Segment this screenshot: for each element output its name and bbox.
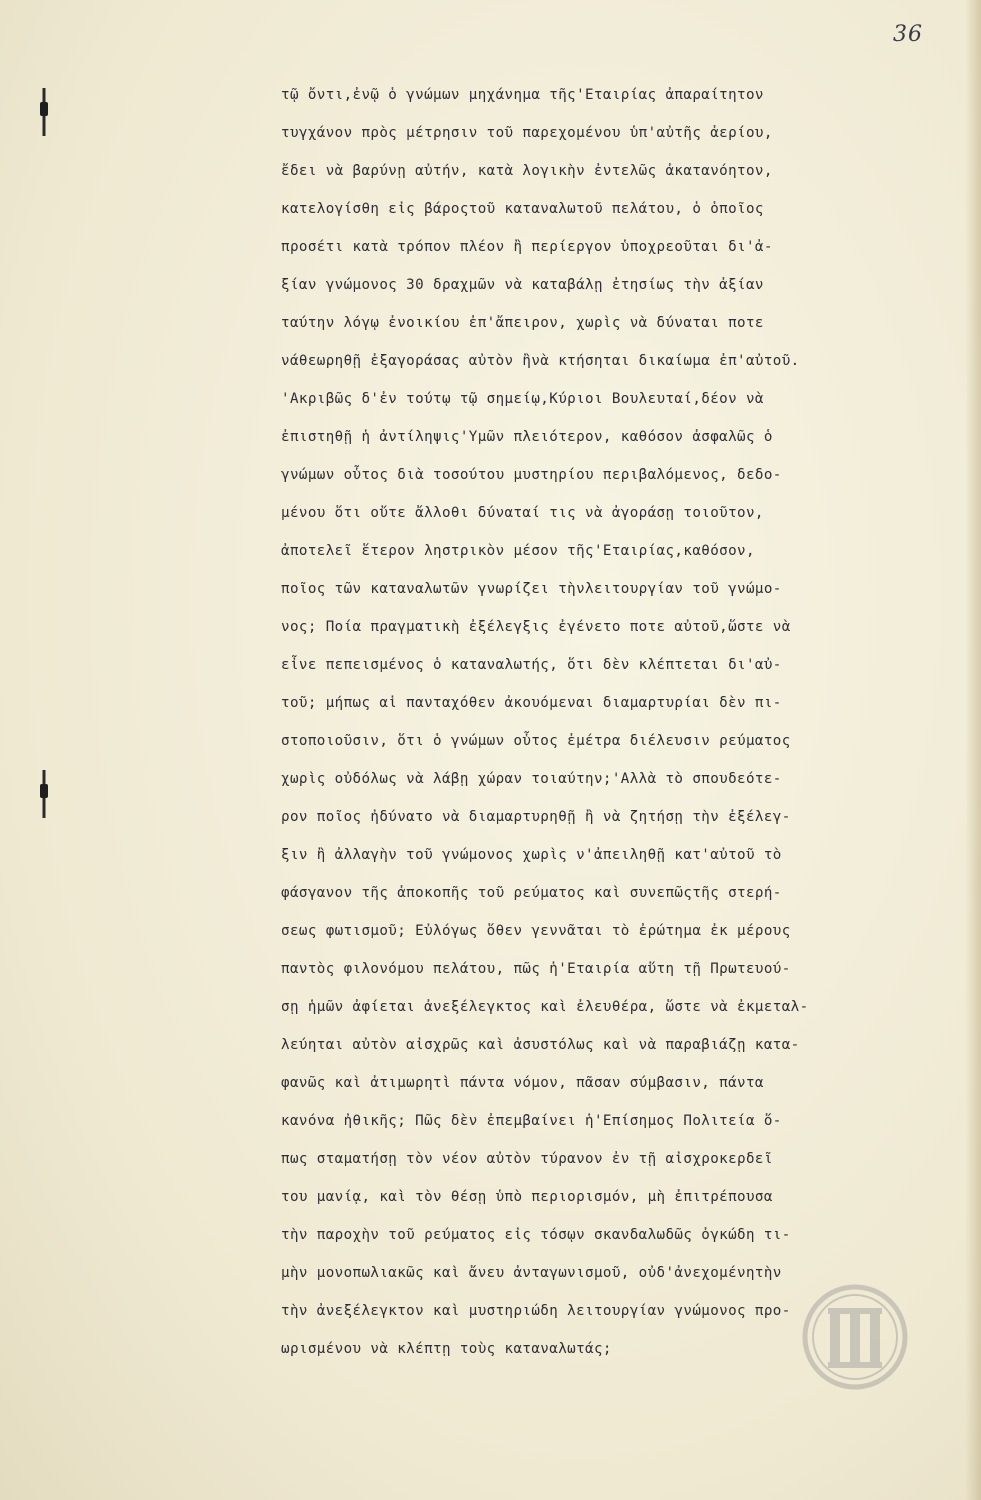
text-line: σεως φωτισμοῦ; Εὐλόγως ὅθεν γεννᾶται τὸ ἐρώτημα ἐκ μέρους bbox=[281, 923, 791, 939]
text-line: εἶνε πεπεισμένος ὁ καταναλωτής, ὅτι δὲν κλέπτεται δι'αὐ- bbox=[281, 657, 782, 673]
margin-hole-mark bbox=[40, 770, 48, 818]
text-line: ωρισμένου νὰ κλέπτῃ τοὺς καταναλωτάς; bbox=[281, 1341, 612, 1357]
text-line: ταύτην λόγῳ ἐνοικίου ἐπ'ἄπειρον, χωρὶς νὰ δύναται ποτε bbox=[281, 315, 764, 331]
text-line: τοῦ; μήπως αἱ πανταχόθεν ἀκουόμεναι διαμαρτυρίαι δὲν πι- bbox=[281, 695, 782, 711]
archive-stamp-logo bbox=[800, 1282, 910, 1392]
text-line: χωρὶς οὐδόλως νὰ λάβῃ χώραν τοιαύτην;'Αλλὰ τὸ σπουδεότε- bbox=[281, 771, 782, 787]
text-line: σῃ ἡμῶν ἀφίεται ἀνεξέλεγκτος καὶ ἐλευθέρα, ὥστε νὰ ἐκμεταλ- bbox=[281, 999, 809, 1015]
text-line: φάσγανον τῆς ἀποκοπῆς τοῦ ρεύματος καὶ συνεπῶςτῆς στερή- bbox=[281, 885, 782, 901]
text-line: τὴν παροχὴν τοῦ ρεύματος εἰς τόσῳν σκανδαλωδῶς ὀγκώδη τι- bbox=[281, 1227, 791, 1243]
text-line: πως σταματήσῃ τὸν νέον αὐτὸν τύρανον ἐν τῇ αἰσχροκερδεῖ bbox=[281, 1151, 773, 1167]
text-line: ποῖος τῶν καταναλωτῶν γνωρίζει τὴνλειτουργίαν τοῦ γνώμο- bbox=[281, 581, 782, 597]
text-line: ξιν ἢ ἀλλαγὴν τοῦ γνώμονος χωρὶς ν'ἀπειληθῇ κατ'αὐτοῦ τὸ bbox=[281, 847, 782, 863]
text-line: κατελογίσθη εἰς βάροςτοῦ καταναλωτοῦ πελάτου, ὁ ὁποῖος bbox=[281, 201, 764, 217]
text-line: λεύηται αὐτὸν αἰσχρῶς καὶ ἀσυστόλως καὶ νὰ παραβιάζῃ κατα- bbox=[281, 1037, 800, 1053]
text-line: μένου ὅτι οὔτε ἄλλοθι δύναταί τις νὰ ἀγοράσῃ τοιοῦτον, bbox=[281, 505, 764, 521]
text-line: κανόνα ἠθικῆς; Πῶς δὲν ἐπεμβαίνει ἡ'Επίσημος Πολιτεία ὅ- bbox=[281, 1113, 782, 1129]
text-line: ἐπιστηθῇ ἡ ἀντίληψις'Υμῶν πλειότερον, καθόσον ἀσφαλῶς ὁ bbox=[281, 429, 773, 445]
typed-text-body bbox=[281, 76, 971, 1368]
text-line: προσέτι κατὰ τρόπον πλέον ἢ περίεργον ὑποχρεοῦται δι'ἀ- bbox=[281, 239, 773, 255]
text-line: νος; Ποία πραγματικὴ ἐξέλεγξις ἐγένετο ποτε αὐτοῦ,ὥστε νὰ bbox=[281, 619, 791, 635]
text-line: 'Ακριβῶς δ'ἐν τούτῳ τῷ σημείῳ,Κύριοι Βουλευταί,δέον νὰ bbox=[281, 391, 764, 407]
page-number: 36 bbox=[893, 22, 923, 47]
text-line: μὴν μονοπωλιακῶς καὶ ἄνευ ἀνταγωνισμοῦ, οὐδ'ἀνεχομένητὴν bbox=[281, 1265, 782, 1281]
text-line: παντὸς φιλονόμου πελάτου, πῶς ἡ'Εταιρία αὕτη τῇ Πρωτευού- bbox=[281, 961, 791, 977]
text-line: ξίαν γνώμονος 30 δραχμῶν νὰ καταβάλῃ ἐτησίως τὴν ἀξίαν bbox=[281, 277, 764, 293]
text-line: ἔδει νὰ βαρύνῃ αὐτήν, κατὰ λογικὴν ἐντελῶς ἀκατανόητον, bbox=[281, 163, 773, 179]
text-line: φανῶς καὶ ἀτιμωρητὶ πάντα νόμον, πᾶσαν σύμβασιν, πάντα bbox=[281, 1075, 764, 1091]
text-line: του μανίᾳ, καὶ τὸν θέσῃ ὑπὸ περιορισμόν, μὴ ἐπιτρέπουσα bbox=[281, 1189, 773, 1205]
margin-hole-mark bbox=[40, 88, 48, 136]
text-line: ρον ποῖος ἠδύνατο νὰ διαμαρτυρηθῇ ἢ νὰ ζητήσῃ τὴν ἐξέλεγ- bbox=[281, 809, 791, 825]
text-line: νάθεωρηθῇ ἐξαγοράσας αὐτὸν ἢνὰ κτήσηται δικαίωμα ἐπ'αὐτοῦ. bbox=[281, 353, 800, 369]
text-line: τυγχάνον πρὸς μέτρησιν τοῦ παρεχομένου ὑπ'αὐτῆς ἀερίου, bbox=[281, 125, 773, 141]
text-line: στοποιοῦσιν, ὅτι ὁ γνώμων οὗτος ἐμέτρα διέλευσιν ρεύματος bbox=[281, 733, 791, 749]
text-line: τὴν ἀνεξέλεγκτον καὶ μυστηριώδη λειτουργίαν γνώμονος προ- bbox=[281, 1303, 791, 1319]
text-line: γνώμων οὗτος διὰ τοσούτου μυστηρίου περιβαλόμενος, δεδο- bbox=[281, 467, 782, 483]
text-line: τῷ ὄντι,ἐνῷ ὁ γνώμων μηχάνημα τῆς'Εταιρίας ἀπαραίτητον bbox=[281, 87, 764, 103]
text-line: ἀποτελεῖ ἕτερον ληστρικὸν μέσον τῆς'Εταιρίας,καθόσον, bbox=[281, 543, 755, 559]
